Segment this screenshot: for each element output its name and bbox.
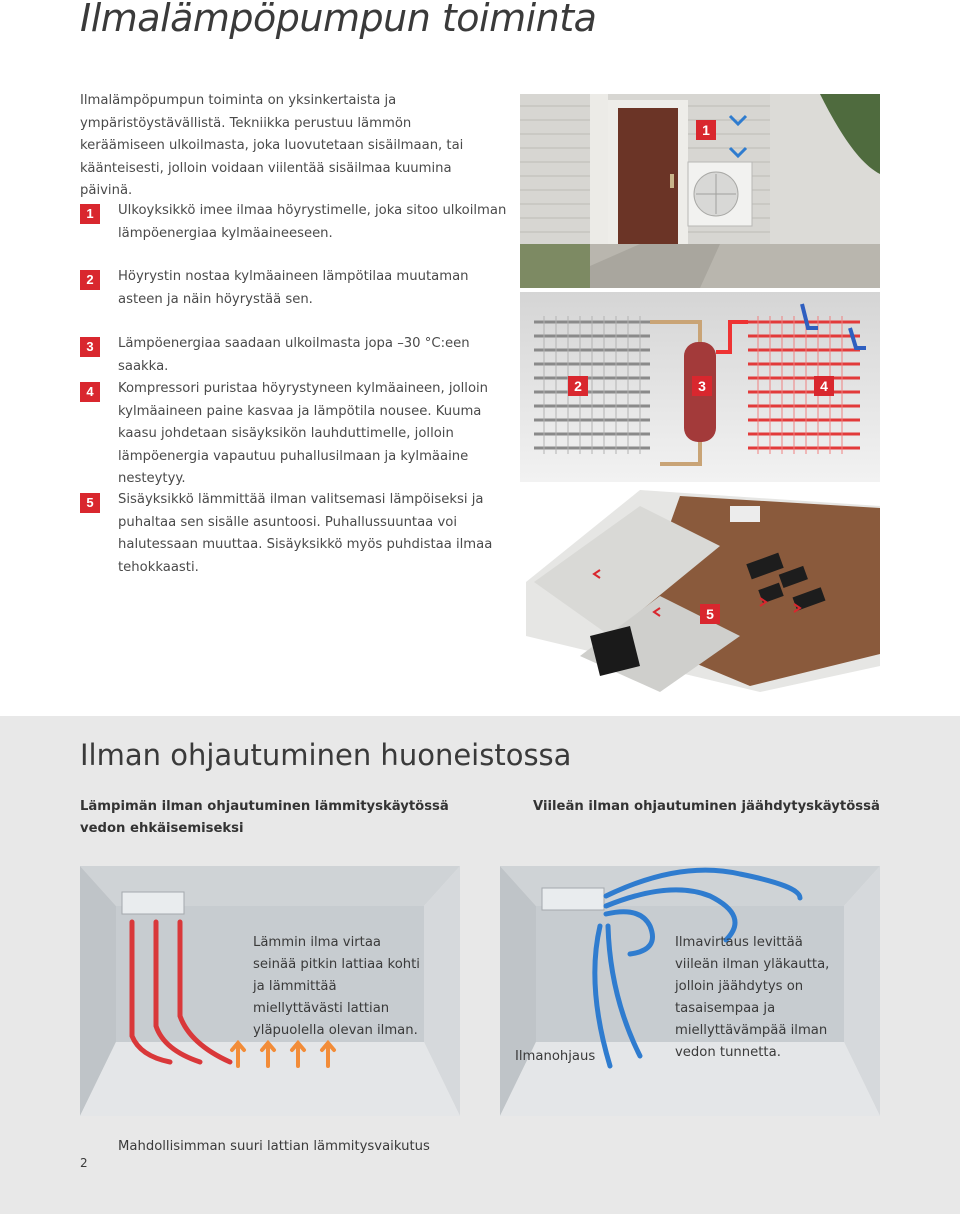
step-text: Ulkoyksikkö imee ilmaa höyrystimelle, joka sitoo ulkoilman lämpöenergiaa kylmäaineeseen.: [118, 203, 507, 241]
evaporator-label: 2: [574, 378, 582, 394]
step-number-badge: 4: [80, 382, 100, 402]
step-text: Kompressori puristaa höyrystyneen kylmäaineen, jolloin kylmäaineen paine kasvaa ja lämpötila nousee. Kuuma kaasu johdetaan sisäyksikön lauhduttimelle, jolloin lämpöenergia vapautuu puhallusilmaan ja kylmäaine nesteytyy.: [118, 381, 489, 486]
step-number-badge: 3: [80, 337, 100, 357]
indoor-unit-label: 5: [706, 606, 714, 622]
condenser-label: 4: [820, 378, 828, 394]
louver-label: Ilmanohjaus: [515, 1049, 596, 1064]
cooling-caption: Ilmavirtaus levittää viileän ilman yläkautta, jolloin jäähdytys on tasaisempaa ja miellyttävämpää ilman vedon tunnetta.: [675, 935, 830, 1060]
step-text: Lämpöenergiaa saadaan ulkoilmasta jopa –30 °C:een saakka.: [118, 336, 470, 374]
footnote: Mahdollisimman suuri lattian lämmitysvaikutus: [118, 1139, 430, 1155]
cooling-heading: Viileän ilman ohjautuminen jäähdytyskäytössä: [533, 799, 880, 814]
step-number-badge: 5: [80, 493, 100, 513]
indoor-unit-icon: [122, 892, 184, 914]
house-cutaway-illustration: [520, 486, 880, 692]
heating-heading: Lämpimän ilman ohjautuminen lämmityskäytössä vedon ehkäisemiseksi: [80, 799, 449, 836]
step-text: Höyrystin nostaa kylmäaineen lämpötilaa muutaman asteen ja näin höyrystää sen.: [118, 269, 469, 307]
step-number-badge: 2: [80, 270, 100, 290]
heating-caption: Lämmin ilma virtaa seinää pitkin lattiaa kohti ja lämmittää miellyttävästi lattian yläpuolella olevan ilman.: [253, 935, 420, 1038]
step-text: Sisäyksikkö lämmittää ilman valitsemasi lämpöiseksi ja puhaltaa sen sisälle asuntoosi. Puhallussuuntaa voi halutessaan muuttaa. Sisäyksikkö myös puhdistaa ilmaa tehokkaasti.: [118, 492, 493, 575]
section-title: Ilman ohjautuminen huoneistossa: [80, 738, 572, 772]
page-number: 2: [80, 1156, 88, 1170]
page-title: Ilmalämpöpumpun toiminta: [80, 0, 597, 40]
intro-paragraph: Ilmalämpöpumpun toiminta on yksinkertaista ja ympäristöystävällistä. Tekniikka perustuu lämmön keräämiseen ulkoilmasta, joka luovutetaan sisäilmaan, tai käänteisesti, jolloin voidaan viilentää sisäilmaa kuumina päivinä.: [80, 93, 464, 198]
compressor-label: 3: [698, 378, 706, 394]
step-number-badge: 1: [80, 204, 100, 224]
outdoor-unit-label: 1: [702, 122, 710, 138]
refrigerant-cycle-diagram: [520, 292, 880, 482]
indoor-unit-icon: [542, 888, 604, 910]
outdoor-unit-photo: [520, 94, 880, 288]
